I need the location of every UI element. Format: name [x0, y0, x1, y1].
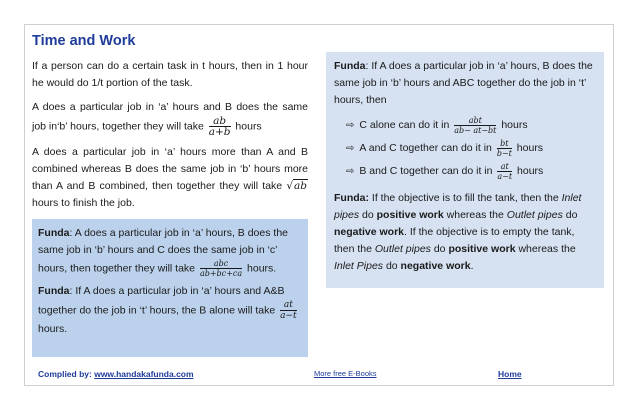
paragraph-definition: If a person can do a certain task in t hours, then in 1 hour he would do 1/t portion of the task.	[32, 60, 308, 89]
funda-abc-together: Funda: If A does a particular job in ‘a’ hours, B does the same job in ‘b’ hours and ABC together do the job in ‘t’ hours, then	[334, 60, 593, 106]
paragraph-two-workers: A does a particular job in ‘a’ hours and B does the same job in‘b’ hours, together they will take $\frac{ab}{a+b}$ hours	[32, 101, 308, 138]
list-item: ⇨ B and C together can do it in $\frac{at}{a-t}$ hours	[346, 161, 544, 181]
fraction-ab-over-a-plus-b: $\frac{ab}{a+b}$	[208, 115, 231, 138]
funda-three-workers: Funda: A does a particular job in ‘a’ hours, B does the same job in ‘b’ hours and C does the same job in ‘c’ hours, then together they will take $\frac{\text{abc}}{ab+bc+ca}$ hours.	[38, 227, 288, 278]
funda-box-left	[32, 219, 308, 357]
paragraph-extra-hours: A does a particular job in ‘a’ hours more than A and B combined whereas B does the same job in ‘b’ hours more than A and B combined, then together they will take √ab hours to finish the job.	[32, 146, 308, 209]
funda-pipes: Funda: If the objective is to fill the tank, then the Inlet pipes do positive work whereas the Outlet pipes do negative work. If the objective is to empty the tank, then the Outlet pipes do positive work whereas the Inlet Pipes do negative work.	[334, 192, 582, 272]
fraction-at-over-a-minus-t: $\frac{at}{a-t}$	[280, 300, 297, 321]
arrow-right-icon: ⇨	[346, 143, 355, 154]
footer-credit: Complied by: www.handakafunda.com	[38, 369, 194, 379]
home-link[interactable]: Home	[498, 369, 522, 379]
left-column	[32, 58, 308, 219]
page-title: Time and Work	[32, 33, 136, 49]
list-item: ⇨ C alone can do it in $\frac{\text{abt}}{ab- at-bt}$ hours	[346, 115, 528, 135]
arrow-right-icon: ⇨	[346, 166, 355, 177]
fraction-abc: $\frac{\text{abc}}{ab+bc+ca}$	[199, 259, 243, 278]
more-ebooks-link[interactable]: More free E-Books	[314, 369, 377, 378]
sqrt-ab: √ab	[286, 180, 307, 192]
arrow-right-icon: ⇨	[346, 120, 355, 131]
funda-bullets	[334, 115, 596, 182]
funda-box-right	[326, 52, 604, 288]
site-link[interactable]: www.handakafunda.com	[94, 369, 194, 379]
list-item: ⇨ A and C together can do it in $\frac{bt}{b-t}$ hours	[346, 138, 544, 158]
funda-b-alone: Funda: If A does a particular job in ‘a’ hours and A&B together do the job in ‘t’ hours, the B alone will take $\frac{at}{a-t}$ hours.	[38, 285, 297, 335]
